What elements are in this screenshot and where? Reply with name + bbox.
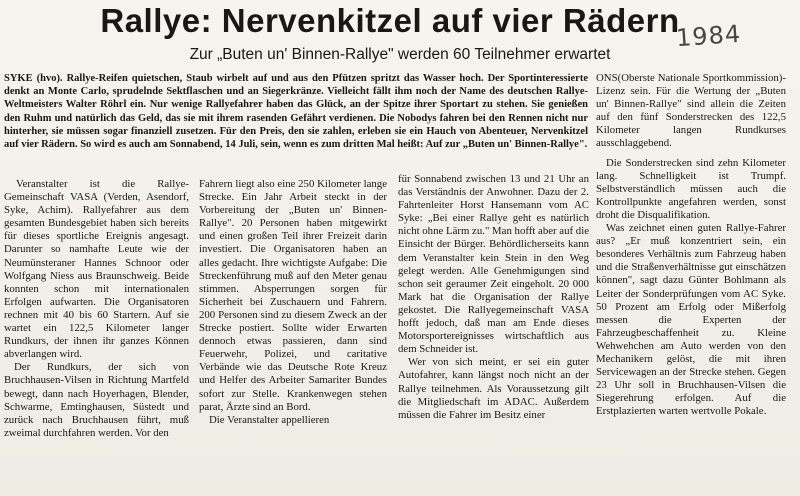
paragraph: Veranstalter ist die Rallye-Gemeinschaft VASA (Verden, Asendorf, Syke, Achim). Rallyefahrer aus dem gesamten Bundesgebiet haben sich bereits für dieses sportliche Ereignis angesagt. Darunter so namhafte Leute wie der Neumünsteraner Hannes Schnoor oder Wolfgang Niess aus Braunschweig. Beide konnten schon mit internationalen Erfolgen aufwarten. Die Organisatoren rechnen mit 40 bis 60 Startern. Auf sie wartet ein 122,5 Kilometer langer Rundkurs, der ihnen ihr ganzes Können abverlangen wird.	[4, 178, 189, 361]
paragraph: Wer von sich meint, er sei ein guter Autofahrer, kann längst noch nicht an der Rallye teilnehmen. Als Voraussetzung gilt die Mitgliedschaft im ADAC. Außerdem müssen die Fahrer im Besitz einer	[398, 356, 589, 421]
paragraph: Die Veranstalter appellieren	[209, 413, 330, 426]
article-column-3	[398, 173, 589, 496]
paragraph: Fahrern liegt also eine 250 Kilometer lange Strecke. Ein Jahr Arbeit steckt in der Vorbereitung der „Buten un' Binnen-Rallye". 20 Personen haben mitgewirkt und einen großen Teil ihrer Freizeit darin investiert. Die Organisatoren haben an alles gedacht. Ihre wichtigste Aufgabe: Die Streckenführung muß auf den Meter genau stimmen. Absperrungen sorgen für Sicherheit bei Zuschauern und Fahrern. 200 Personen sind zu diesem Zweck an der Strecke postiert. Sollte wider Erwarten dennoch etwas passieren, dann sind Feuerwehr, Polizei, und caritative Verbände wie das Deutsche Rote Kreuz und Helfer des Arbeiter Samariter Bundes sofort zur Stelle. Krankenwegen stehen parat, Ärzte sind an Bord.	[199, 178, 387, 413]
article-column-1	[4, 178, 189, 496]
handwritten-year: 1984	[675, 19, 742, 53]
headline: Rallye: Nervenkitzel auf vier Rädern	[100, 2, 680, 39]
paragraph: ONS(Oberste Nationale Sportkommission)-Lizenz sein. Für die Wertung der „Buten un' Binnen-Rallye" sind allein die Zeiten auf den fünf Sonderstrecken des 122,5 Kilometer langen Rundkurses ausschlaggebend.	[596, 72, 786, 150]
article-column-2	[199, 178, 387, 496]
paragraph: Was zeichnet einen guten Rallye-Fahrer aus? „Er muß konzentriert sein, ein besonderes Verhältnis zum Fahrzeug haben und die Straßenverhältnisse gut einschätzen können", sagt dazu Günter Bohlmann als Leiter der Sonderprüfungen vom AC Syke. 50 Prozent am Erfolg oder Mißerfolg messen die Experten der Fahrzeugbeschaffenheit zu. Kleine Wehwehchen am Auto werden von den Mechanikern gelöst, die mit ihren Servicewagen an der Strecke stehen. Gegen 23 Uhr soll in Bruchhausen-Vilsen die Siegerehrung erfolgen. Auf die Erstplazierten warten wertvolle Pokale.	[596, 222, 786, 418]
paragraph: Der Rundkurs, der sich von Bruchhausen-Vilsen in Richtung Martfeld bewegt, dann nach Hoyerhagen, Blender, Schwarme, Emtinghausen, Süstedt und zurück nach Bruchhausen führt, muß zweimal durchfahren werden. Vor den	[4, 361, 189, 439]
article-column-4	[596, 72, 786, 496]
paragraph: für Sonnabend zwischen 13 und 21 Uhr an das Verständnis der Anwohner. Dazu der 2. Fahrtenleiter Horst Hansemann vom AC Syke: „Bei einer Rallye geht es natürlich nicht ohne Lärm zu." Man hofft aber auf die Einsicht der Bürger. Behördlicherseits kann dem Veranstalter kein Stein in den Weg gelegt werden. Alle Genehmigungen sind schon seit geraumer Zeit eingeholt. 20 000 Mark hat die Organisation der Rallye gekostet. Die Rallyegemeinschaft VASA hofft jedoch, daß man am Ende dieses Motorsportereignisses wirtschaftlich aus dem Schneider ist.	[398, 173, 589, 356]
paragraph: Die Sonderstrecken sind zehn Kilometer lang. Schnelligkeit ist Trumpf. Selbstverständlich müssen auch die Kontrollpunkte angefahren werden, sonst droht die Disqualifikation.	[596, 156, 786, 221]
lead-paragraph: SYKE (hvo). Rallye-Reifen quietschen, Staub wirbelt auf und aus den Pfützen spritzt das Wasser hoch. Der Sportinteressierte denkt an Monte Carlo, sprudelnde Sektflaschen und an Siegerkränze. Vielleicht fällt ihm noch der Name des deutschen Rallye-Weltmeisters Walter Röhrl ein. Nur wenige Rallyefahrer haben das Glück, an der Spitze ihrer Sportart zu stehen. Sie genießen den Ruhm und natürlich das Geld, das sie mit ihrem rasenden Gefährt verdienen. Die Nobodys fahren bei den Rennen nicht nur hinterher, sie müssen sogar finanziell zusetzen. Für den Preis, den sie zahlen, erleben sie ein Hauch von Abenteuer, Nervenkitzel auf vier Rädern. So wird es auch am Sonnabend, 14 Juli, sein, wenn es zum dritten Mal heißt: Auf zur „Buten un' Binnen-Rallye".	[4, 73, 588, 151]
subheadline: Zur „Buten un' Binnen-Rallye" werden 60 Teilnehmer erwartet	[189, 46, 611, 63]
